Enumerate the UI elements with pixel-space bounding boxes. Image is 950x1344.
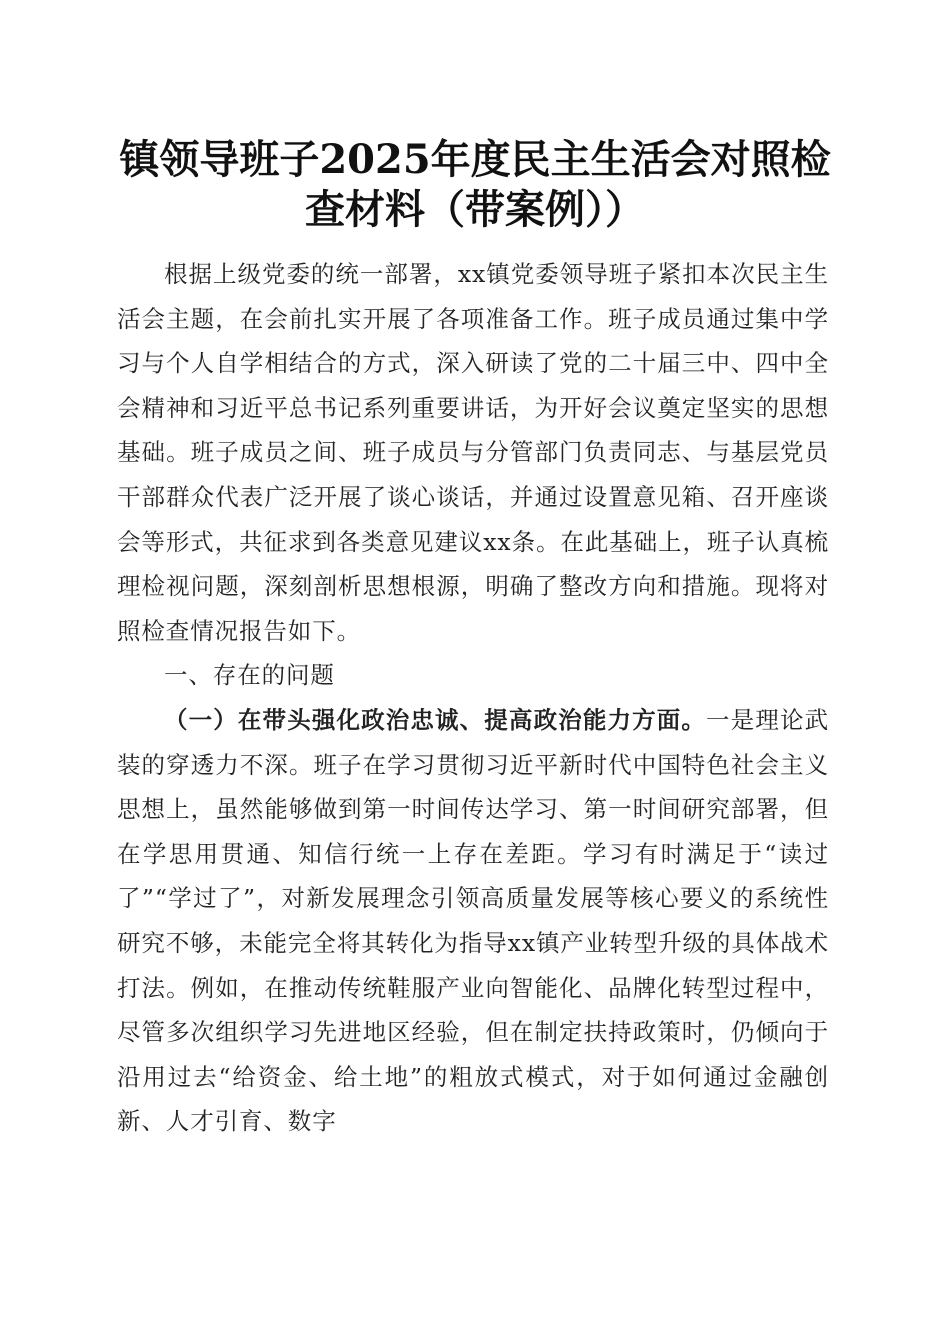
subsection-paragraph — [117, 698, 829, 1144]
document-title: 镇领导班子2025年度民主生活会对照检查材料（带案例）） — [119, 136, 831, 233]
subsection-body: 一是理论武装的穿透力不深。班子在学习贯彻习近平新时代中国特色社会主义思想上，虽然能够做到第一时间传达学习、第一时间研究部署，但在学思用贯通、知信行统一上存在差距。学习有时满足于“读过了”“学过了”，对新发展理念引领高质量发展等核心要义的系统性研究不够，未能完全将其转化为指导xx镇产业转型升级的具体战术打法。例如，在推动传统鞋服产业向智能化、品牌化转型过程中，尽管多次组织学习先进地区经验，但在制定扶持政策时，仍倾向于沿用过去“给资金、给土地”的粗放式模式，对于如何通过金融创新、人才引育、数字 — [117, 705, 829, 1136]
section-heading: 一、存在的问题 — [164, 661, 335, 690]
document-body — [117, 252, 829, 1144]
intro-paragraph: 根据上级党委的统一部署，xx镇党委领导班子紧扣本次民主生活会主题，在会前扎实开展了各项准备工作。班子成员通过集中学习与个人自学相结合的方式，深入研读了党的二十届三中、四中全会精神和习近平总书记系列重要讲话，为开好会议奠定坚实的思想基础。班子成员之间、班子成员与分管部门负责同志、与基层党员干部群众代表广泛开展了谈心谈话，并通过设置意见箱、召开座谈会等形式，共征求到各类意见建议xx条。在此基础上，班子认真梳理检视问题，深刻剖析思想根源，明确了整改方向和措施。现将对照检查情况报告如下。 — [117, 260, 829, 645]
subsection-heading: （一）在带头强化政治忠诚、提高政治能力方面。 — [164, 705, 707, 734]
